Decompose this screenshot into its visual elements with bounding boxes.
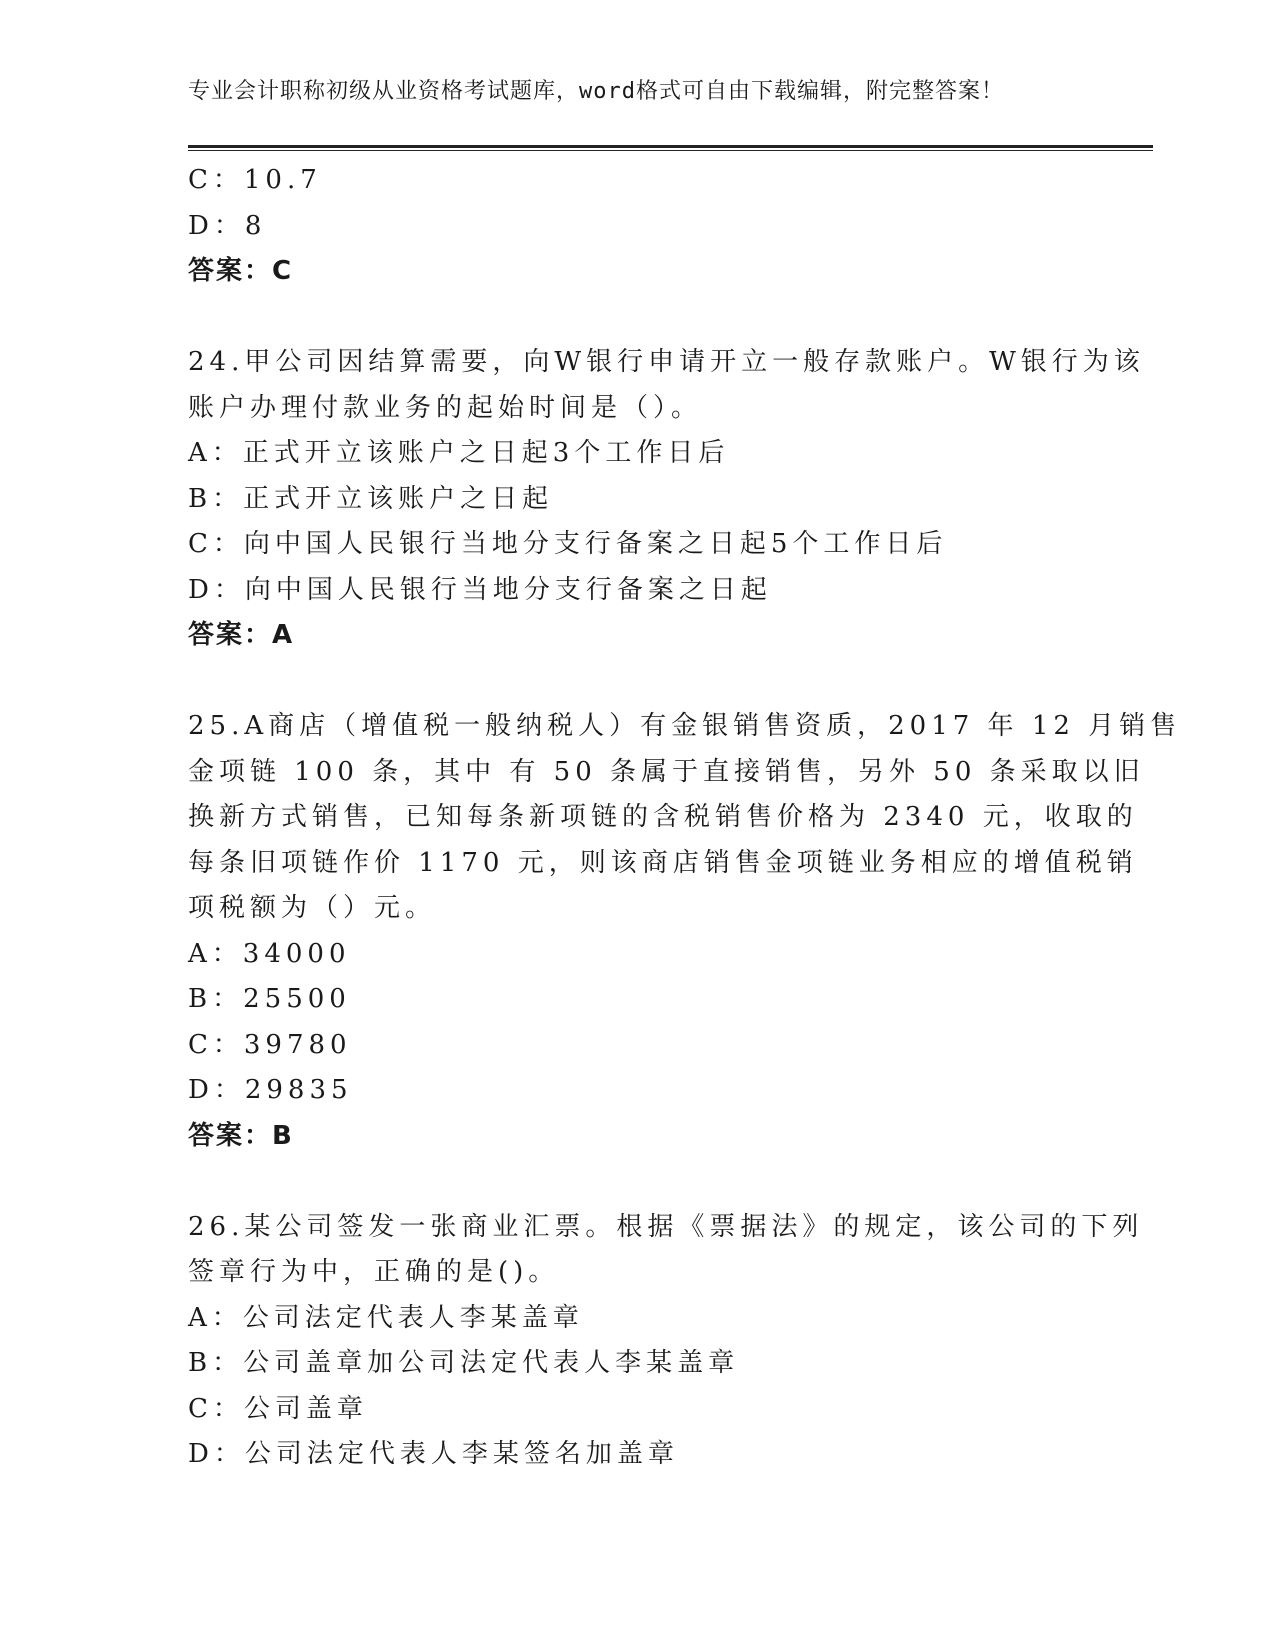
question-stem-line: 26.某公司签发一张商业汇票。根据《票据法》的规定，该公司的下列 — [188, 1211, 1144, 1242]
header-divider — [188, 145, 1153, 148]
option-b: B：正式开立该账户之日起 — [188, 483, 554, 514]
question-24 — [188, 340, 1145, 659]
question-25 — [188, 704, 1182, 1159]
question-stem-line: 换新方式销售，已知每条新项链的含税销售价格为 2340 元，收取的 — [188, 802, 1138, 832]
question-stem-line: 金项链 100 条，其中 有 50 条属于直接销售，另外 50 条采取以旧 — [188, 756, 1145, 787]
option-c: C：向中国人民银行当地分支行备案之日起5个工作日后 — [188, 529, 948, 559]
question-stem-line: 账户办理付款业务的起始时间是（）。 — [188, 392, 703, 423]
option-d: D：公司法定代表人李某签名加盖章 — [188, 1439, 679, 1469]
option-c: C：39780 — [188, 1029, 352, 1060]
question-stem-line: 每条旧项链作价 1170 元，则该商店销售金项链业务相应的增值税销 — [188, 847, 1138, 878]
document-body — [188, 158, 1182, 1478]
page-header: 专业会计职称初级从业资格考试题库，word格式可自由下载编辑，附完整答案！ — [188, 79, 1004, 104]
question-stem-line: 25.A商店（增值税一般纳税人）有金银销售资质，2017 年 12 月销售 — [188, 711, 1182, 741]
question-stem-line: 项税额为（）元。 — [188, 893, 437, 923]
answer: 答案：A — [188, 620, 295, 650]
answer: 答案：C — [188, 256, 294, 286]
option-a: A：正式开立该账户之日起3个工作日后 — [188, 438, 730, 468]
prev-question — [188, 158, 1088, 295]
option-a: A：34000 — [188, 938, 351, 969]
option-d: D：向中国人民银行当地分支行备案之日起 — [188, 574, 772, 605]
option-c: C：公司盖章 — [188, 1393, 368, 1424]
question-26 — [188, 1205, 1144, 1478]
option-c: C：10.7 — [188, 165, 322, 195]
option-b: B：25500 — [188, 984, 351, 1014]
option-a: A：公司法定代表人李某盖章 — [188, 1302, 584, 1333]
answer: 答案：B — [188, 1120, 294, 1151]
option-d: D：29835 — [188, 1075, 353, 1105]
option-b: B：公司盖章加公司法定代表人李某盖章 — [188, 1348, 740, 1378]
question-stem-line: 24.甲公司因结算需要，向W银行申请开立一般存款账户。W银行为该 — [188, 347, 1145, 377]
option-d: D：8 — [188, 210, 267, 241]
question-stem-line: 签章行为中，正确的是()。 — [188, 1257, 560, 1287]
